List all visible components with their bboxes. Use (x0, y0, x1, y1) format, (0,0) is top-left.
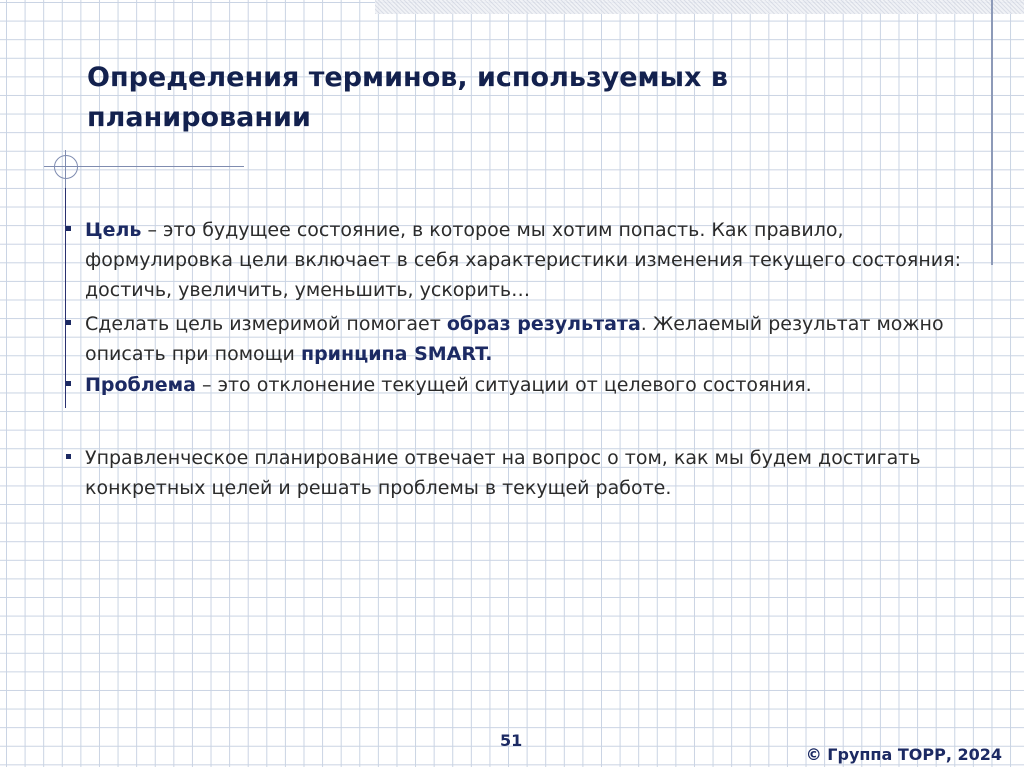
bullet-item-goal (66, 215, 966, 305)
bullet-regular-text: Сделать цель измеримой помогает (85, 313, 447, 335)
bullet-text (85, 215, 966, 305)
slide-title: Определения терминов, используемых в планировании (87, 62, 728, 133)
bullet-square-icon (66, 320, 71, 325)
bullet-square-icon (66, 226, 71, 231)
bullet-regular-text: – это отклонение текущей ситуации от целевого состояния. (195, 374, 812, 396)
bullet-bold-text: Цель (85, 219, 142, 241)
bullet-item-problem (66, 370, 966, 400)
bullet-text (85, 309, 966, 369)
bullet-regular-text: – это будущее состояние, в которое мы хотим попасть. Как правило, формулировка цели включает в себя характеристики изменения текущего состояния: достичь, увеличить, уменьшить, ускорить… (85, 219, 961, 301)
right-vertical-rule (991, 0, 993, 265)
bullet-regular-text: . Желаемый результат можно описать при помощи (85, 313, 944, 365)
bullet-regular-text: Управленческое планирование отвечает на вопрос о том, как мы будем достигать конкретных целей и решать проблемы в текущей работе. (85, 447, 921, 499)
crosshair-circle-icon (54, 155, 78, 179)
bullet-bold-text: Проблема (85, 374, 196, 396)
bullet-text (85, 370, 966, 400)
bullet-item-result-image (66, 309, 966, 369)
bullet-square-icon (66, 454, 71, 459)
top-decorative-band (375, 0, 1024, 14)
page-number: 51 (500, 731, 523, 750)
bullet-square-icon (66, 381, 71, 386)
bullet-text (85, 443, 966, 503)
bullet-bold-text: принципа SMART. (300, 343, 493, 365)
footer-copyright: © Группа ТОРР, 2024 (805, 745, 1002, 764)
bullet-item-management-planning (66, 443, 966, 503)
bullet-bold-text: образ результата (446, 313, 641, 335)
